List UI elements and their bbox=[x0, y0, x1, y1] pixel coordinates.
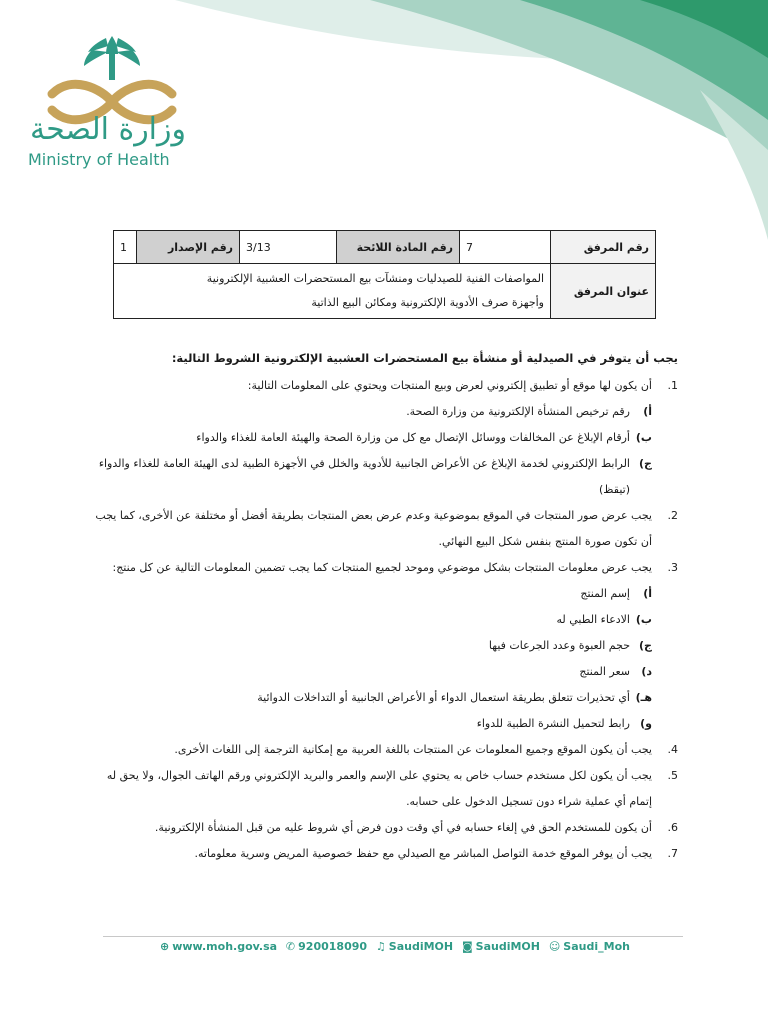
sub-list-item: ج) الرابط الإلكتروني لخدمة الإبلاغ عن الأعراض الجانبية للأدوية والخلل في الأجهزة الطبية لدى الهيئة العامة للغذاء والدواء (تيقظ) bbox=[98, 457, 652, 496]
list-item: 5. يجب أن يكون لكل مستخدم حساب خاص به يحتوي على الإسم والعمر والبريد الإلكتروني ورقم الهاتف الجوال، ولا يحق له إتمام أي عملية شراء دون تسجيل الدخول على حسابه. bbox=[106, 769, 678, 808]
sub-list-item: ج) حجم العبوة وعدد الجرعات فيها bbox=[488, 639, 652, 652]
sub-list-item: هـ) أي تحذيرات تتعلق بطريقة استعمال الدواء أو الأعراض الجانبية أو التداخلات الدوائية bbox=[257, 691, 652, 704]
sub-list-item: ب) الادعاء الطبي له bbox=[556, 613, 652, 626]
list-item: 4. يجب أن يكون الموقع وجميع المعلومات عن المنتجات باللغة العربية مع إمكانية الترجمة إلى اللغات الأخرى. bbox=[174, 743, 678, 756]
article-no-value: 3/13 bbox=[240, 231, 337, 264]
sub-list-item: ب) أرقام الإبلاغ عن المخالفات ووسائل الإتصال مع كل من وزارة الصحة والهيئة العامة للغذاء والدواء bbox=[196, 431, 652, 444]
attachment-title-label: عنوان المرفق bbox=[551, 264, 656, 319]
issue-no-label: رقم الإصدار bbox=[137, 231, 240, 264]
requirements-section bbox=[95, 345, 678, 867]
footer-snapchat[interactable]: ☺ Saudi_Moh bbox=[548, 940, 630, 953]
phone-icon: ✆ bbox=[285, 940, 296, 953]
sub-list-item: د) سعر المنتج bbox=[579, 665, 652, 678]
attachment-no-label: رقم المرفق bbox=[551, 231, 656, 264]
instagram-icon: ◙ bbox=[461, 940, 473, 953]
footer-instagram[interactable]: ◙ SaudiMOH bbox=[461, 940, 540, 953]
list-item: 6. أن يكون للمستخدم الحق في إلغاء حسابه في أي وقت دون فرض أي شروط عليه من قبل المنشأة الإلكترونية. bbox=[154, 821, 678, 834]
sub-list-item: أ) رقم ترخيص المنشأة الإلكترونية من وزارة الصحة. bbox=[406, 405, 652, 418]
attachment-title-value bbox=[114, 264, 551, 319]
issue-no-value: 1 bbox=[114, 231, 137, 264]
twitter-icon: ♫ bbox=[375, 940, 386, 953]
logo-arabic-text: وزارة الصحة bbox=[30, 112, 186, 147]
footer-twitter[interactable]: ♫ SaudiMOH bbox=[375, 940, 454, 953]
list-item: 2. يجب عرض صور المنتجات في الموقع بموضوعية وعدم عرض بعض المنتجات بطريقة أفضل أو مختلفة عن الأخرى، كما يجب أن تكون صورة المنتج بنفس شكل البيع النهائي. bbox=[95, 509, 678, 548]
snapchat-icon: ☺ bbox=[548, 940, 561, 953]
globe-icon: ⊕ bbox=[160, 940, 170, 953]
attachment-info-table bbox=[113, 230, 656, 319]
article-no-label: رقم المادة اللائحة bbox=[337, 231, 460, 264]
list-item: 1. أن يكون لها موقع أو تطبيق إلكتروني لعرض وبيع المنتجات ويحتوي على المعلومات التالية: bbox=[247, 379, 678, 392]
attachment-no-value: 7 bbox=[460, 231, 551, 264]
attachment-title-line1: المواصفات الفنية للصيدليات ومنشآت بيع المستحضرات العشبية الإلكترونية bbox=[206, 272, 544, 285]
attachment-title-line2: وأجهزة صرف الأدوية الإلكترونية ومكائن البيع الذاتية bbox=[311, 296, 544, 309]
logo-english-text: Ministry of Health bbox=[28, 150, 170, 169]
sub-list-item: أ) إسم المنتج bbox=[580, 587, 652, 600]
footer-website[interactable]: ⊕ www.moh.gov.sa bbox=[160, 940, 278, 953]
requirements-intro: يجب أن يتوفر في الصيدلية أو منشأة بيع المستحضرات العشبية الإلكترونية الشروط التالية: bbox=[171, 351, 678, 365]
sub-list-item: و) رابط لتحميل النشرة الطبية للدواء bbox=[476, 717, 652, 730]
footer-contacts bbox=[160, 940, 630, 953]
list-item: 7. يجب أن يوفر الموقع خدمة التواصل المباشر مع الصيدلي مع حفظ خصوصية المريض وسرية معلوماته. bbox=[194, 847, 678, 860]
footer-divider bbox=[103, 936, 683, 937]
list-item: 3. يجب عرض معلومات المنتجات بشكل موضوعي وموحد لجميع المنتجات كما يجب تضمين المعلومات التالية عن كل منتج: bbox=[112, 561, 678, 574]
footer-phone[interactable]: ✆ 920018090 bbox=[285, 940, 368, 953]
